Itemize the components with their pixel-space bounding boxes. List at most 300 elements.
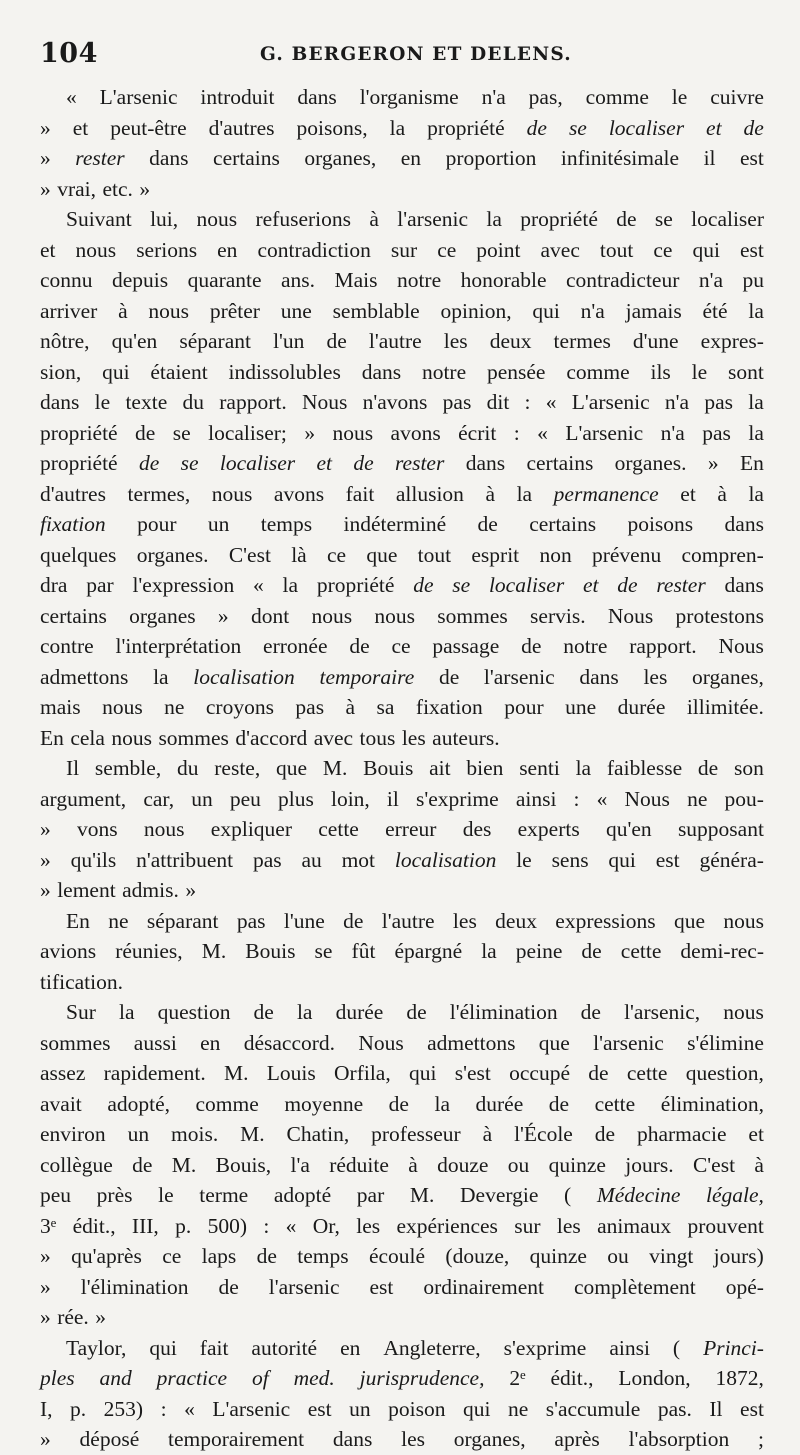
word: »	[40, 1274, 51, 1299]
word: En	[40, 725, 64, 750]
text-line	[40, 265, 764, 296]
word: de	[218, 1274, 239, 1299]
text-line	[40, 753, 764, 784]
word: qui	[149, 1335, 177, 1360]
word: de	[521, 634, 542, 658]
word: tout	[599, 237, 634, 262]
word: M.	[171, 1152, 197, 1177]
word: cette	[626, 1061, 668, 1085]
word: poison	[388, 1396, 446, 1421]
word: fait	[345, 481, 375, 506]
word: pou-	[724, 786, 764, 811]
text-line	[40, 662, 764, 693]
word: propriété	[520, 207, 598, 231]
word: pas,	[528, 85, 563, 109]
word: sa	[376, 695, 395, 719]
word: ce	[162, 1244, 182, 1268]
text-line	[40, 418, 764, 449]
text-line	[40, 1119, 764, 1150]
word: introduit	[200, 85, 275, 109]
word: un	[207, 512, 230, 536]
word: localisation	[193, 664, 295, 689]
word: assez	[40, 1061, 86, 1085]
word: et	[316, 451, 332, 475]
word: certains	[40, 603, 107, 628]
word: 500)	[207, 1213, 247, 1238]
word: le	[158, 1183, 174, 1207]
word: qui	[409, 1061, 437, 1085]
word: et	[680, 481, 696, 506]
word: à	[408, 1152, 418, 1177]
word: un	[349, 1396, 371, 1421]
word: cuivre	[710, 85, 764, 109]
word: que	[673, 908, 706, 933]
word: ce	[653, 237, 673, 262]
word: sommes	[40, 1030, 111, 1055]
word: de	[616, 207, 637, 231]
word: texte	[125, 390, 168, 414]
word: n'a	[481, 85, 506, 109]
word: durée	[335, 1000, 384, 1024]
word: Nous	[301, 390, 348, 414]
word: practice	[156, 1366, 228, 1390]
word: of	[251, 1366, 269, 1390]
word: organes,	[692, 664, 764, 689]
word: »	[217, 603, 229, 628]
word: pas	[236, 908, 266, 933]
word: lement	[57, 878, 116, 902]
word: la	[486, 207, 502, 231]
word: l'arsenic	[483, 664, 555, 689]
word: En	[66, 908, 90, 933]
word: un	[127, 1122, 150, 1146]
word: vrai,	[57, 176, 96, 201]
word: de	[580, 1000, 601, 1024]
word: jamais	[625, 298, 682, 323]
word: point	[476, 237, 521, 262]
word: L'arsenic	[212, 1396, 291, 1421]
word: rester	[75, 146, 125, 170]
word: écrit	[458, 420, 497, 445]
text-line	[40, 570, 764, 601]
word: temps	[260, 512, 313, 536]
word: de	[548, 1091, 570, 1116]
word: ainsi	[609, 1335, 650, 1360]
word: de	[353, 451, 374, 475]
word: Bouis	[245, 939, 296, 963]
text-line	[40, 448, 764, 479]
text-line	[40, 1302, 764, 1333]
word: honorable	[460, 268, 547, 292]
word: (	[564, 1183, 572, 1207]
word: est	[740, 237, 764, 262]
word: I,	[40, 1396, 53, 1421]
word: le	[516, 847, 532, 872]
word: termes,	[127, 481, 191, 506]
running-head	[40, 36, 764, 76]
word: opé-	[725, 1274, 764, 1299]
word: nous	[374, 603, 415, 628]
word: n'attribuent	[136, 847, 234, 872]
word: l'a	[290, 1152, 310, 1177]
word: dans	[724, 512, 764, 536]
word: localiser	[219, 451, 296, 475]
word: lui,	[150, 207, 179, 231]
word: d'une	[632, 329, 679, 353]
word: »	[707, 451, 719, 475]
word: l'arsenic,	[624, 1000, 701, 1024]
word: organes.	[136, 542, 209, 567]
word: été	[702, 298, 728, 323]
text-line	[40, 814, 764, 845]
word: infinitésimale	[560, 146, 680, 170]
word: nôtre,	[40, 329, 90, 353]
text-line	[40, 1272, 764, 1303]
word: s'élimine	[687, 1030, 764, 1055]
text-line	[40, 936, 764, 967]
word: et	[748, 1122, 764, 1146]
word: nous	[111, 725, 152, 750]
word: la	[748, 481, 764, 506]
word: propriété	[427, 115, 505, 140]
word: tification.	[40, 969, 123, 994]
word: mois.	[171, 1122, 219, 1146]
word: l'arsenic	[593, 1030, 664, 1055]
word: Nous	[624, 786, 670, 811]
word: n'a	[698, 268, 723, 292]
word: comme	[585, 85, 649, 109]
word: l'élimination	[449, 1000, 558, 1024]
word: à	[482, 1122, 493, 1146]
word: proportion	[445, 146, 537, 170]
word: Sur	[66, 1000, 96, 1024]
text-line	[40, 1333, 764, 1364]
word: question,	[685, 1061, 764, 1085]
word: est	[369, 1274, 394, 1299]
word: protestons	[675, 603, 764, 628]
word: contradicteur	[565, 268, 680, 292]
word: mot	[341, 847, 376, 872]
word: jurisprudence,	[359, 1366, 485, 1390]
word: vingt	[649, 1244, 694, 1268]
word: organes,	[453, 1427, 526, 1451]
word: cette	[594, 1091, 636, 1116]
text-line	[40, 143, 764, 174]
word: avait	[40, 1091, 82, 1116]
word: temporairement	[168, 1427, 305, 1451]
word: dont	[250, 603, 290, 628]
word: serions	[136, 237, 198, 262]
word: dans	[724, 573, 764, 597]
word: la	[118, 1000, 135, 1024]
word: écoulé	[368, 1244, 426, 1268]
word: qu'après	[71, 1244, 142, 1268]
word: est	[655, 847, 680, 872]
word: refuserions	[255, 207, 352, 231]
word: élimination,	[660, 1091, 764, 1116]
word: s'exprime	[416, 786, 499, 811]
word: non	[539, 542, 572, 567]
word: Bouis,	[215, 1152, 272, 1177]
word: nous	[723, 1000, 764, 1024]
word: »	[40, 1427, 51, 1451]
word: édit.,	[72, 1213, 116, 1238]
word: ordinairement	[423, 1274, 544, 1299]
word: sont	[728, 359, 764, 384]
word: Orfila,	[334, 1061, 391, 1085]
word: 3ᵉ	[40, 1213, 57, 1238]
word: s'accumule	[545, 1396, 641, 1421]
word: contradiction	[257, 237, 371, 262]
word: réunies,	[115, 939, 183, 963]
word: aussi	[133, 1030, 177, 1055]
word: occupé	[509, 1061, 571, 1085]
text-line	[40, 540, 764, 571]
word: pour	[504, 695, 544, 719]
word: Louis	[266, 1061, 316, 1085]
word: n'avons	[362, 390, 428, 414]
word: peut-être	[110, 115, 187, 140]
word: and	[99, 1366, 132, 1390]
word: ils	[650, 359, 671, 384]
word: pas	[704, 390, 734, 414]
word: admettons	[427, 1030, 516, 1055]
word: argument,	[40, 786, 127, 811]
word: l'absorption	[628, 1427, 730, 1451]
word: la	[153, 664, 169, 689]
word: séparant	[146, 908, 219, 933]
word: Nous	[607, 603, 654, 628]
word: prévenu	[591, 542, 662, 567]
word: fixation	[415, 695, 483, 719]
word: L'arsenic	[571, 390, 650, 414]
word: Or,	[312, 1213, 340, 1238]
text-line	[40, 1180, 764, 1211]
word: notre	[421, 359, 467, 384]
word: édit.,	[550, 1366, 594, 1390]
word: etc.	[102, 176, 133, 201]
word: se	[452, 573, 471, 597]
word: »	[40, 176, 51, 201]
word: adopté	[273, 1183, 332, 1207]
text-line	[40, 845, 764, 876]
word: l'autre	[381, 908, 435, 933]
word: environ	[40, 1122, 106, 1146]
word: de	[253, 1000, 274, 1024]
word: organes	[129, 603, 196, 628]
word: que	[366, 542, 398, 567]
word: dans	[332, 1427, 373, 1451]
word: arriver	[40, 298, 98, 323]
word: à	[345, 695, 356, 719]
word: qu'ils	[70, 847, 117, 872]
word: et	[72, 115, 89, 140]
word: l'une	[283, 908, 325, 933]
word: autorité	[251, 1335, 318, 1360]
word: «	[285, 1213, 297, 1238]
word: 253)	[103, 1396, 144, 1421]
word: certains	[529, 512, 597, 536]
word: ainsi	[515, 786, 557, 811]
word: loin,	[330, 786, 370, 811]
word: en	[400, 146, 422, 170]
word: dans	[465, 451, 506, 475]
word: Mais	[334, 268, 378, 292]
word: ne	[687, 786, 708, 811]
word: de	[743, 115, 764, 140]
word: :	[263, 1213, 270, 1238]
word: moyenne	[284, 1091, 364, 1116]
word: organes,	[304, 146, 377, 170]
word: semblable	[332, 298, 420, 323]
word: avons	[273, 481, 325, 506]
word: C'est	[692, 1152, 736, 1177]
word: M.	[409, 1183, 435, 1207]
word: localisation	[394, 847, 497, 872]
word: n'a	[660, 420, 685, 445]
word: localiser	[488, 573, 565, 597]
word: »	[40, 847, 51, 872]
word: laps	[201, 1244, 237, 1268]
word: rée.	[57, 1305, 89, 1329]
word: avec	[540, 237, 580, 262]
word: dans	[579, 664, 619, 689]
word: depuis	[111, 268, 169, 292]
word: ait	[429, 756, 451, 780]
word: nous	[196, 207, 238, 231]
word: «	[545, 390, 557, 414]
word: comme	[195, 1091, 259, 1116]
word: séparant	[179, 329, 251, 353]
word: L'arsenic	[99, 85, 178, 109]
word: quarante	[187, 268, 262, 292]
word: la	[748, 298, 764, 323]
word: Il	[709, 1396, 723, 1421]
word: nous	[75, 237, 117, 262]
word: à	[717, 481, 727, 506]
word: :	[160, 1396, 167, 1421]
word: rapidement.	[103, 1061, 206, 1085]
word: expressions	[555, 908, 656, 933]
word: «	[184, 1396, 195, 1421]
word: par	[356, 1183, 385, 1207]
word: de	[326, 329, 347, 353]
running-title: G. BERGERON ET DELENS.	[260, 44, 572, 65]
body-text	[40, 82, 764, 1455]
word: légale,	[706, 1183, 764, 1207]
word: avec	[313, 725, 354, 750]
text-line	[40, 692, 764, 723]
word: localiser	[691, 207, 764, 231]
word: ce	[391, 634, 411, 658]
word: connu	[40, 268, 93, 292]
word: certains	[526, 451, 594, 475]
text-line	[40, 601, 764, 632]
word: complètement	[573, 1274, 696, 1299]
word: à	[369, 207, 379, 231]
word: supposant	[677, 817, 764, 841]
word: désaccord.	[243, 1030, 336, 1055]
word: de	[138, 451, 160, 475]
word: de	[477, 512, 498, 536]
word: «	[66, 85, 77, 109]
word: la	[282, 573, 299, 597]
word: vons	[77, 817, 118, 841]
text-line	[40, 875, 764, 906]
text-line	[40, 1058, 764, 1089]
word: localiser	[608, 115, 685, 140]
word: de	[526, 115, 547, 140]
word: prêter	[209, 298, 260, 323]
word: compren-	[681, 542, 764, 567]
word: et	[40, 237, 56, 262]
word: temps	[297, 1244, 349, 1268]
word: à	[485, 481, 496, 506]
word: sur	[390, 237, 418, 262]
word: qu'en	[111, 329, 158, 353]
text-line	[40, 235, 764, 266]
text-line	[40, 113, 764, 144]
word: M.	[240, 1122, 265, 1146]
word: est	[307, 1396, 332, 1421]
word: L'arsenic	[565, 420, 644, 445]
word: le	[671, 85, 688, 109]
word: notre	[563, 634, 608, 658]
word: En	[739, 451, 764, 475]
word: des	[462, 817, 492, 841]
word: pas	[295, 695, 325, 719]
word: les	[643, 664, 668, 689]
word: pharmacie	[636, 1122, 727, 1146]
word: la	[389, 115, 406, 140]
word: pas.	[657, 1396, 692, 1421]
word: dra	[40, 573, 68, 597]
word: Nous	[358, 1030, 404, 1055]
word: reste,	[214, 756, 261, 780]
word: Nous	[718, 634, 764, 658]
word: à	[118, 298, 128, 323]
word: que	[538, 1030, 570, 1055]
word: pas	[442, 390, 472, 414]
word: croyons	[205, 695, 274, 719]
word: peu	[40, 1183, 72, 1207]
word: nous	[332, 420, 374, 445]
word: ;	[757, 1427, 764, 1451]
text-line	[40, 997, 764, 1028]
word: question	[157, 1000, 231, 1024]
text-line	[40, 1211, 764, 1242]
word: experts	[517, 817, 580, 841]
word: propriété	[316, 573, 395, 597]
word: est	[740, 1396, 764, 1421]
word: Chatin,	[286, 1122, 350, 1146]
word: les	[401, 725, 426, 750]
word: senti	[519, 756, 560, 780]
word: fût	[351, 939, 376, 963]
word: généra-	[699, 847, 764, 872]
word: dans	[297, 85, 337, 109]
word: et	[582, 573, 599, 597]
word: Médecine	[596, 1183, 681, 1207]
word: p.	[70, 1396, 87, 1421]
word: ce	[437, 237, 457, 262]
word: un	[191, 786, 213, 811]
word: quinze	[548, 1152, 606, 1177]
word: les	[443, 329, 468, 353]
word: nous	[723, 908, 764, 933]
word: par	[86, 573, 114, 597]
word: auteurs.	[432, 725, 500, 750]
